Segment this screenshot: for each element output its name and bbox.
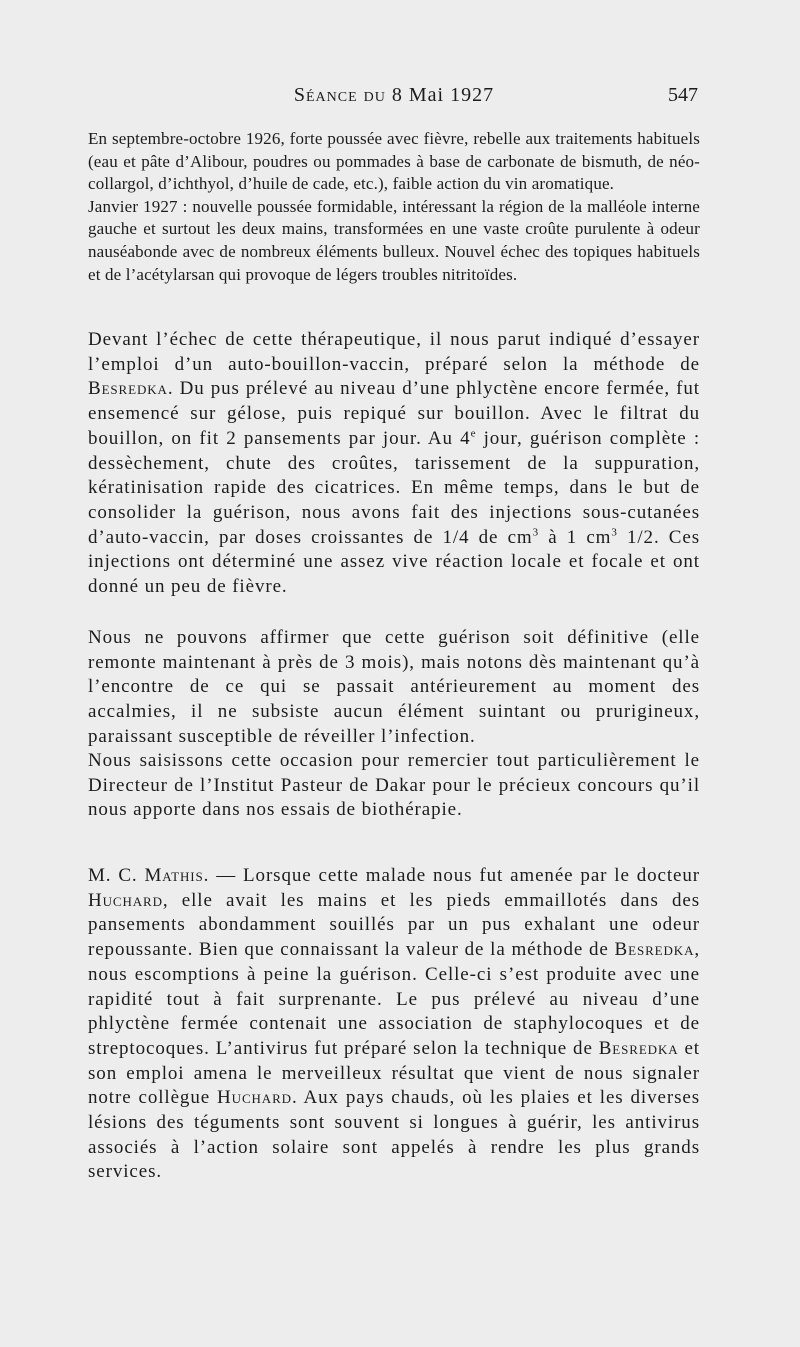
thanks-paragraph (88, 749, 700, 823)
superscript-e: e (470, 427, 477, 440)
speaker-prefix: M. C. (88, 865, 138, 886)
therapy-text-c: jour, guérison complète : dessèchement, chute des croûtes, tarissement de la suppuration, kératinisation rapide des cicatrices. En même temps, dans le but de consolider la guérison, nous avons fait des injections sous-cutanées d’auto-vaccin, par doses croissantes de 1/4 de cm (88, 427, 700, 548)
mathis-text-a: . — Lorsque cette malade nous fut amenée par le docteur (203, 865, 700, 886)
superscript-3b: 3 (611, 526, 618, 539)
case-history-paragraph-1: En septembre-octobre 1926, forte poussée avec fièvre, rebelle aux traitements habituels (eau et pâte d’Alibour, poudres ou pommades à base de carbonate de bismuth, de néo-collargol, d’ichthyol, d’huile de cade, etc.), faible action du vin aromatique. (88, 129, 700, 194)
speaker-name-mathis: Mathis (144, 865, 204, 886)
author-name-besredka-2: Besredka (598, 1037, 679, 1059)
result-paragraph (88, 626, 700, 750)
mathis-paragraph (88, 864, 700, 1185)
result-text: Nous ne pouvons affirmer que cette guérison soit définitive (elle remonte maintenant à près de 3 mois), mais notons dès maintenant qu’à l’encontre de ce qui se passait antérieurement au moment des accalmies, il ne subsiste aucun élément suintant ou prurigineux, paraissant susceptible de réveiller l’infection. (88, 627, 700, 747)
mathis-text-c: , nous escomptions à peine la guérison. Celle-ci s’est produite avec une rapidité tout à fait surprenante. Le pus prélevé au niveau d’une phlyctène fermée contenait une association de staphylocoques et de streptocoques. L’antivirus fut préparé selon la technique de (88, 939, 701, 1059)
page-number: 547 (668, 84, 698, 106)
thanks-text: Nous saisissons cette occasion pour remercier tout particulièrement le Directeur de l’Institut Pasteur de Dakar pour le précieux concours qu’il nous apporte dans nos essais de biothérapie. (88, 750, 700, 821)
therapy-text-e: 1/2. Ces injections ont déterminé une assez vive réaction locale et focale et ont donné un peu de fièvre. (88, 526, 700, 598)
superscript-3a: 3 (532, 526, 540, 539)
therapy-paragraph (88, 328, 700, 600)
case-history-paragraph-2: Janvier 1927 : nouvelle poussée formidable, intéressant la région de la malléole interne gauche et surtout les deux mains, transformées en une vaste croûte purulente à odeur nauséabonde avec de nombreux éléments bulleux. Nouvel échec des topiques habituels et de l’acétylarsan qui provoque de légers troubles nitritoïdes. (88, 196, 700, 284)
author-name-huchard-2: Huchard (217, 1087, 292, 1109)
therapy-text-b: . Du pus prélevé au niveau d’une phlyctène encore fermée, fut ensemencé sur gélose, puis repiqué sur bouillon. Avec le filtrat du bouillon, on fit 2 pansements par jour. Au 4 (88, 378, 700, 449)
case-history-section (88, 128, 700, 286)
mathis-text-b: , elle avait les mains et les pieds emmaillotés dans des pansements abondamment souillés par un pus exhalant une odeur repoussante. Bien que connaissant la valeur de la méthode de (88, 889, 700, 961)
mathis-text-d: et son emploi amena le merveilleux résultat que vient de nous signaler notre collègue (88, 1037, 700, 1109)
author-name-besredka-1: Besredka (614, 939, 695, 961)
page-header (88, 84, 700, 114)
running-title-prefix: Séance du (293, 84, 386, 106)
author-name-huchard-1: Huchard (88, 889, 163, 911)
author-name-besredka: Besredka (88, 378, 168, 400)
running-title-date: 8 Mai 1927 (391, 84, 495, 106)
therapy-text-d: à 1 cm (539, 526, 612, 548)
running-title (88, 84, 700, 107)
mathis-text-e: . Aux pays chauds, où les plaies et les diverses lésions des téguments sont souvent si longues à guérir, les antivirus associés à l’action solaire sont appelés à rendre les plus grands services. (88, 1087, 700, 1183)
therapy-text-a: Devant l’échec de cette thérapeutique, il nous parut indiqué d’essayer l’emploi d’un auto-bouillon-vaccin, préparé selon la méthode de (88, 329, 700, 375)
